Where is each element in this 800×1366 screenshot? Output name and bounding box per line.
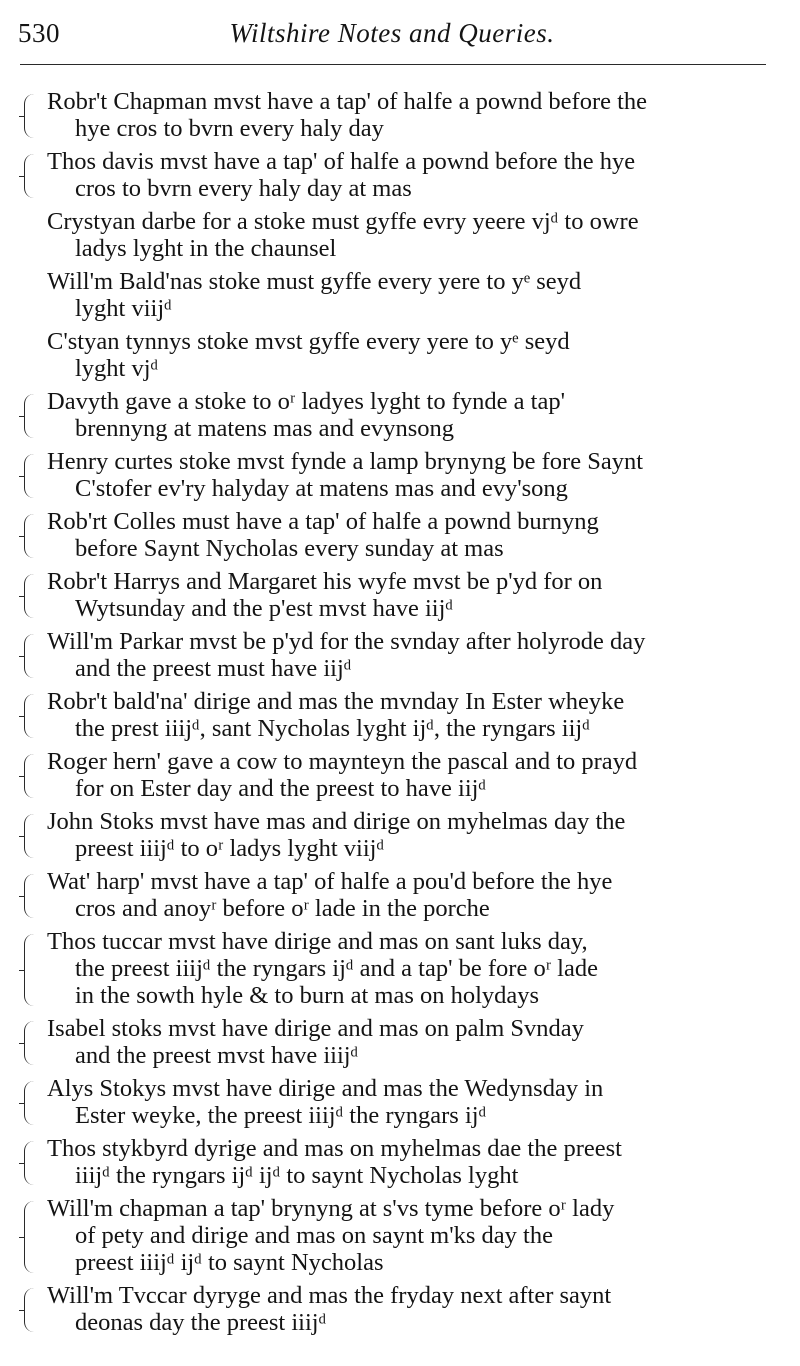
entry-line: Robr't Harrys and Margaret his wyfe mvst be p'yd for on bbox=[47, 568, 603, 595]
entry-line: lyght vjᵈ bbox=[75, 355, 159, 382]
entry-line: preest iiijᵈ to oʳ ladys lyght viijᵈ bbox=[75, 835, 385, 862]
entry bbox=[0, 508, 800, 562]
brace-mark bbox=[24, 1201, 37, 1273]
entry-line: John Stoks mvst have mas and dirige on myhelmas day the bbox=[47, 808, 626, 835]
brace-mark bbox=[24, 754, 37, 798]
entry-line: the preest iiijᵈ the ryngars ijᵈ and a tap' be fore oʳ lade bbox=[75, 955, 598, 982]
brace-mark bbox=[24, 1288, 37, 1332]
entry-line: Will'm Tvccar dyryge and mas the fryday next after saynt bbox=[47, 1282, 612, 1309]
page-number: 530 bbox=[18, 18, 60, 48]
brace-mark bbox=[24, 814, 37, 858]
entry bbox=[0, 328, 800, 382]
entry bbox=[0, 208, 800, 262]
header-rule bbox=[20, 64, 766, 65]
entry-line: Robr't Chapman mvst have a tap' of halfe a pownd before the bbox=[47, 88, 648, 115]
entry-line: lyght viijᵈ bbox=[75, 295, 172, 322]
entry-line: Ester weyke, the preest iiijᵈ the ryngars ijᵈ bbox=[75, 1102, 487, 1129]
brace-mark bbox=[24, 634, 37, 678]
entry-line: Alys Stokys mvst have dirige and mas the Wedynsday in bbox=[47, 1075, 604, 1102]
entry-line: cros to bvrn every haly day at mas bbox=[75, 175, 412, 202]
brace-mark bbox=[24, 454, 37, 498]
entry-line: Henry curtes stoke mvst fynde a lamp brynyng be fore Saynt bbox=[47, 448, 644, 475]
entry-line: Wat' harp' mvst have a tap' of halfe a pou'd before the hye bbox=[47, 868, 613, 895]
running-title: Wiltshire Notes and Queries. bbox=[229, 18, 555, 48]
entry bbox=[0, 1282, 800, 1336]
entries-list bbox=[0, 88, 800, 1342]
entry-line: Davyth gave a stoke to oʳ ladyes lyght to fynde a tap' bbox=[47, 388, 565, 415]
entry bbox=[0, 808, 800, 862]
entry-line: and the preest mvst have iiijᵈ bbox=[75, 1042, 359, 1069]
entry bbox=[0, 448, 800, 502]
entry-line: Thos davis mvst have a tap' of halfe a pownd before the hye bbox=[47, 148, 636, 175]
brace-mark bbox=[24, 694, 37, 738]
brace-mark bbox=[24, 934, 37, 1006]
entry-line: Crystyan darbe for a stoke must gyffe evry yeere vjᵈ to owre bbox=[47, 208, 639, 235]
entry-line: deonas day the preest iiijᵈ bbox=[75, 1309, 327, 1336]
entry bbox=[0, 148, 800, 202]
entry-line: iiijᵈ the ryngars ijᵈ ijᵈ to saynt Nycholas lyght bbox=[75, 1162, 519, 1189]
entry-line: Isabel stoks mvst have dirige and mas on palm Svnday bbox=[47, 1015, 584, 1042]
entry-line: Wytsunday and the p'est mvst have iijᵈ bbox=[75, 595, 453, 622]
entry-line: of pety and dirige and mas on saynt m'ks day the bbox=[75, 1222, 553, 1249]
page-header bbox=[18, 14, 766, 54]
brace-mark bbox=[24, 1141, 37, 1185]
entry bbox=[0, 688, 800, 742]
entry-line: for on Ester day and the preest to have iijᵈ bbox=[75, 775, 487, 802]
entry-line: C'styan tynnys stoke mvst gyffe every yere to yᵉ seyd bbox=[47, 328, 570, 355]
brace-mark bbox=[24, 874, 37, 918]
entry bbox=[0, 748, 800, 802]
entry-line: preest iiijᵈ ijᵈ to saynt Nycholas bbox=[75, 1249, 384, 1276]
entry bbox=[0, 928, 800, 1009]
entry-line: Will'm Parkar mvst be p'yd for the svnday after holyrode day bbox=[47, 628, 646, 655]
entry-line: the prest iiijᵈ, sant Nycholas lyght ijᵈ, the ryngars iijᵈ bbox=[75, 715, 590, 742]
entry-line: Rob'rt Colles must have a tap' of halfe a pownd burnyng bbox=[47, 508, 599, 535]
entry-line: in the sowth hyle & to burn at mas on holydays bbox=[75, 982, 540, 1009]
entry bbox=[0, 88, 800, 142]
entry-line: hye cros to bvrn every haly day bbox=[75, 115, 384, 142]
brace-mark bbox=[24, 1021, 37, 1065]
entry bbox=[0, 568, 800, 622]
brace-mark bbox=[24, 1081, 37, 1125]
entry bbox=[0, 1015, 800, 1069]
brace-mark bbox=[24, 394, 37, 438]
entry-line: Will'm chapman a tap' brynyng at s'vs tyme before oʳ lady bbox=[47, 1195, 615, 1222]
brace-mark bbox=[24, 94, 37, 138]
entry-line: cros and anoyʳ before oʳ lade in the porche bbox=[75, 895, 490, 922]
entry-line: Will'm Bald'nas stoke must gyffe every yere to yᵉ seyd bbox=[47, 268, 582, 295]
entry-line: Roger hern' gave a cow to maynteyn the pascal and to prayd bbox=[47, 748, 638, 775]
entry-line: before Saynt Nycholas every sunday at mas bbox=[75, 535, 504, 562]
entry-line: brennyng at matens mas and evynsong bbox=[75, 415, 454, 442]
brace-mark bbox=[24, 574, 37, 618]
entry bbox=[0, 1195, 800, 1276]
brace-mark bbox=[24, 514, 37, 558]
entry bbox=[0, 1075, 800, 1129]
entry bbox=[0, 1135, 800, 1189]
entry-line: ladys lyght in the chaunsel bbox=[75, 235, 337, 262]
entry bbox=[0, 868, 800, 922]
brace-mark bbox=[24, 154, 37, 198]
entry-line: Thos stykbyrd dyrige and mas on myhelmas dae the preest bbox=[47, 1135, 622, 1162]
entry bbox=[0, 388, 800, 442]
entry-line: and the preest must have iijᵈ bbox=[75, 655, 352, 682]
entry-line: C'stofer ev'ry halyday at matens mas and evy'song bbox=[75, 475, 568, 502]
entry bbox=[0, 628, 800, 682]
entry-line: Thos tuccar mvst have dirige and mas on sant luks day, bbox=[47, 928, 588, 955]
entry-line: Robr't bald'na' dirige and mas the mvnday In Ester wheyke bbox=[47, 688, 625, 715]
entry bbox=[0, 268, 800, 322]
